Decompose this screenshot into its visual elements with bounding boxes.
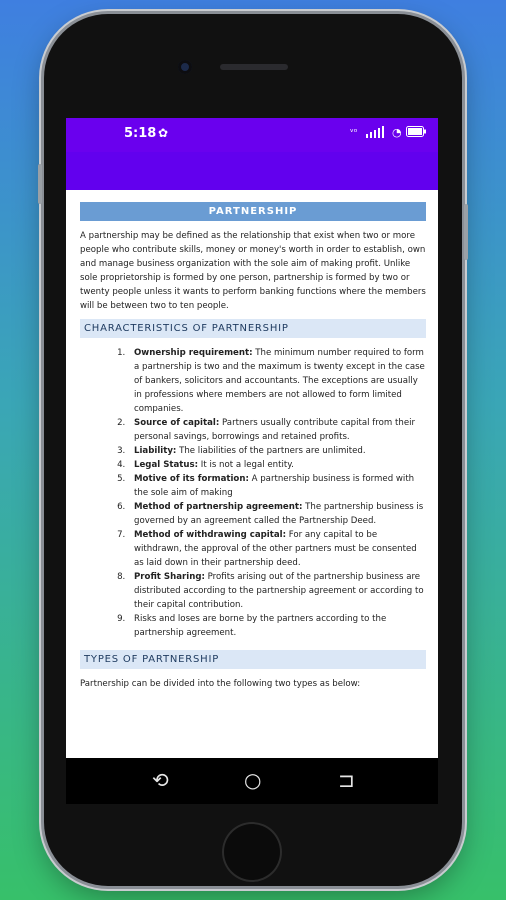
page-title: PARTNERSHIP — [80, 202, 426, 221]
article-content — [66, 190, 438, 691]
characteristics-list — [80, 346, 426, 640]
screen — [66, 118, 438, 758]
power-button — [464, 204, 468, 260]
status-time: 5:18 — [124, 126, 157, 141]
list-item: 5. Motive of its formation: A partnership business is formed with the sole aim of making — [128, 472, 426, 500]
status-bar — [66, 118, 438, 152]
list-item: 8. Profit Sharing: Profits arising out of the partnership business are distributed according to the partnership agreement or according to their capital contribution. — [128, 570, 426, 612]
types-intro: Partnership can be divided into the following two types as below: — [80, 679, 361, 689]
home-button[interactable] — [222, 822, 282, 882]
intro-paragraph: A partnership may be defined as the relationship that exist when two or more people who contribute skills, money or money's worth in order to establish, own and manage business organization with the sole aim of making profit. Unlike sole proprietorship is formed by one person, partnership is formed by two or twenty people unless it wants to perform banking functions where the members will be between two to ten people. — [80, 231, 426, 311]
list-item: 4. Legal Status: It is not a legal entity. — [128, 458, 426, 472]
list-item: 1. Ownership requirement: The minimum number required to form a partnership is two and the maximum is twenty except in the case of bankers, solicitors and accountants. The exceptions are usually in professions where members are not allowed to form limited companies. — [128, 346, 426, 416]
phone-frame — [44, 14, 462, 886]
list-item: 7. Method of withdrawing capital: For any capital to be withdrawn, the approval of the other partners must be consented as laid down in their partnership deed. — [128, 528, 426, 570]
battery-icon — [406, 126, 426, 140]
navigation-bar — [66, 758, 438, 804]
wifi-icon: ◔ — [392, 126, 402, 139]
list-item: 3. Liability: The liabilities of the partners are unlimited. — [128, 444, 426, 458]
app-bar — [66, 152, 438, 190]
volume-button — [38, 164, 42, 204]
list-item: 9. Risks and loses are borne by the partners according to the partnership agreement. — [128, 612, 426, 640]
volte-icon: ᵛᵒ — [350, 128, 358, 138]
characteristics-heading: CHARACTERISTICS OF PARTNERSHIP — [80, 319, 426, 338]
front-camera — [178, 60, 192, 74]
settings-icon: ✿ — [158, 126, 169, 140]
signal-icon — [366, 126, 388, 141]
recent-apps-icon[interactable]: ⟲ — [152, 768, 169, 792]
list-item: 6. Method of partnership agreement: The partnership business is governed by an agreement called the Partnership Deed. — [128, 500, 426, 528]
home-icon[interactable]: ○ — [244, 768, 262, 792]
back-icon[interactable]: ⊐ — [338, 768, 355, 792]
earpiece-speaker — [220, 64, 288, 70]
types-heading: TYPES OF PARTNERSHIP — [80, 650, 426, 669]
list-item: 2. Source of capital: Partners usually contribute capital from their personal savings, borrowings and retained profits. — [128, 416, 426, 444]
